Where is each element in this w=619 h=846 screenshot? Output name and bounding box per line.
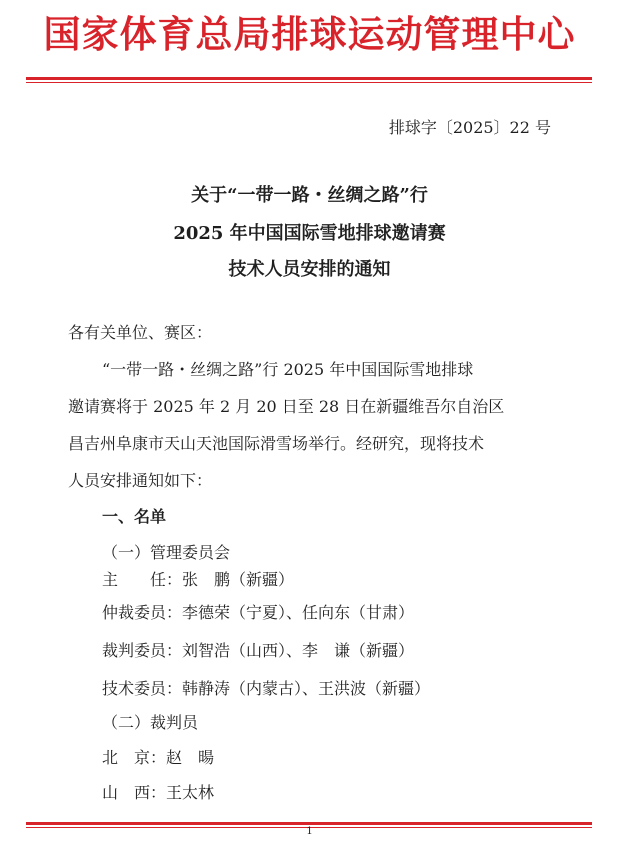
document-number: 排球字〔2025〕22 号 xyxy=(388,118,551,137)
committee-member-row: 技术委员：韩静涛（内蒙古）、王洪波（新疆） xyxy=(102,679,431,698)
salutation: 各有关单位、赛区： xyxy=(68,323,213,342)
header-rule-thick xyxy=(26,77,592,80)
section-heading-list: 一、名单 xyxy=(102,507,167,526)
header-rule-thin xyxy=(26,82,592,83)
body-paragraph-line: “一带一路・丝绸之路”行 2025 年中国国际雪地排球 xyxy=(102,360,474,379)
notice-title-line-3: 技术人员安排的通知 xyxy=(228,259,391,280)
header-org-name: 国家体育总局排球运动管理中心 xyxy=(43,13,576,56)
subsection-heading-referees: （二）裁判员 xyxy=(102,713,199,732)
body-paragraph-line: 人员安排通知如下： xyxy=(68,471,213,490)
footer-rule-thick xyxy=(26,822,592,825)
committee-member-row: 裁判委员：刘智浩（山西）、李 谦（新疆） xyxy=(102,641,415,660)
body-paragraph-line: 邀请赛将于 2025 年 2 月 20 日至 28 日在新疆维吾尔自治区 xyxy=(68,397,505,416)
referee-row: 山 西：王太林 xyxy=(102,783,215,802)
committee-member-row: 主 任：张 鹏（新疆） xyxy=(102,570,295,589)
committee-member-row: 仲裁委员：李德荣（宁夏）、任向东（甘肃） xyxy=(102,603,415,622)
referee-row: 北 京：赵 暘 xyxy=(102,748,215,767)
page-number: 1 xyxy=(306,826,313,837)
notice-title-line-2: 2025 年中国国际雪地排球邀请赛 xyxy=(173,223,446,244)
body-paragraph-line: 昌吉州阜康市天山天池国际滑雪场举行。经研究，现将技术 xyxy=(68,434,485,453)
notice-title-line-1: 关于“一带一路・丝绸之路”行 xyxy=(191,185,428,206)
subsection-heading-committee: （一）管理委员会 xyxy=(102,543,231,562)
